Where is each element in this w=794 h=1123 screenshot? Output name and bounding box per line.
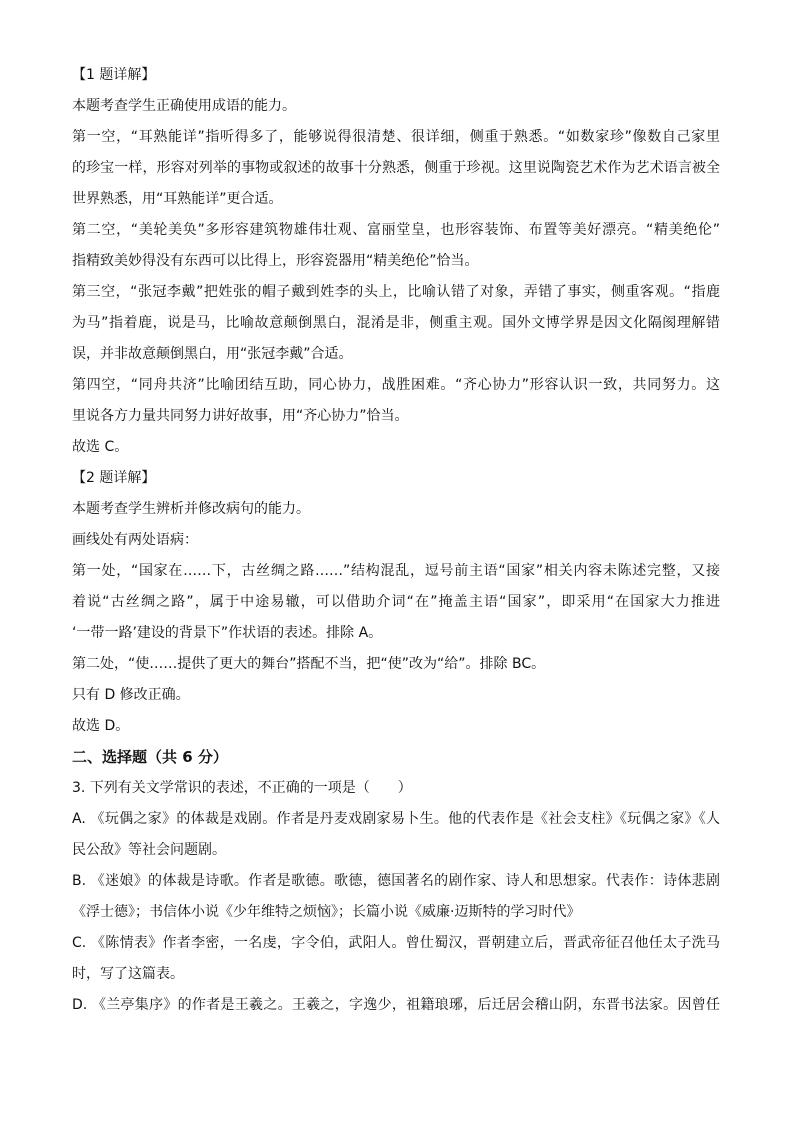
q2-answer: 故选 D。	[72, 718, 130, 734]
q3-option-a-cont: 民公敌》等社会问题剧。	[72, 842, 226, 858]
q2-line: 本题考查学生辨析并修改病句的能力。	[72, 501, 310, 517]
q1-line: 指精致美妙得没有东西可以比得上，形容瓷器用“精美绝伦”恰当。	[72, 253, 479, 269]
q1-line: 第二空，“美轮美奂”多形容建筑物雄伟壮观、富丽堂皇，也形容装饰、布置等美好漂亮。“精美绝伦”	[72, 222, 720, 238]
q1-line: 第三空，“张冠李戴”把姓张的帽子戴到姓李的头上，比喻认错了对象，弄错了事实，侧重客观。“指鹿	[72, 284, 720, 300]
q2-line: ‘一带一路’建设的背景下”作状语的表述。排除 A。	[72, 625, 383, 641]
q2-line: 画线处有两处语病：	[72, 532, 198, 548]
q3-option-d: D. 《兰亭集序》的作者是王羲之。王羲之，字逸少，祖籍琅琊，后迁居会稽山阴，东晋书法家。因曾任	[72, 997, 720, 1013]
document-body	[72, 60, 720, 1021]
q3-option-c: C. 《陈情表》作者李密，一名虔，字令伯，武阳人。曾仕蜀汉，晋朝建立后，晋武帝征召他任太子洗马	[72, 935, 720, 951]
q1-heading: 【1 题详解】	[72, 67, 156, 83]
q1-line: 的珍宝一样，形容对列举的事物或叙述的故事十分熟悉，侧重于珍视。这里说陶瓷艺术作为艺术语言被全	[72, 160, 720, 176]
q1-line: 第一空，“耳熟能详”指听得多了，能够说得很清楚、很详细，侧重于熟悉。“如数家珍”像数自己家里	[72, 129, 720, 145]
q1-line: 为马”指着鹿，说是马，比喻故意颠倒黑白，混淆是非，侧重主观。国外文博学界是因文化隔阂理解错	[72, 315, 720, 331]
q3-stem: 3. 下列有关文学常识的表述，不正确的一项是（ ）	[72, 780, 412, 796]
q3-option-b-cont: 《浮士德》；书信体小说《少年维特之烦恼》；长篇小说《威廉·迈斯特的学习时代》	[72, 904, 581, 920]
q3-option-a: A. 《玩偶之家》的体裁是戏剧。作者是丹麦戏剧家易卜生。他的代表作是《社会支柱》《玩偶之家》《人	[72, 811, 720, 827]
q2-line: 只有 D 修改正确。	[72, 687, 190, 703]
q3-option-c-cont: 时，写了这篇表。	[72, 966, 184, 982]
q2-line: 第二处，“使……提供了更大的舞台”搭配不当，把“使”改为“给”。排除 BC。	[72, 656, 546, 672]
q1-line: 第四空，“同舟共济”比喻团结互助，同心协力，战胜困难。“齐心协力”形容认识一致，共同努力。这	[72, 377, 720, 393]
section-title: 二、选择题（共 6 分）	[72, 748, 228, 766]
q1-answer: 故选 C。	[72, 439, 129, 455]
q1-line: 里说各方力量共同努力讲好故事，用“齐心协力”恰当。	[72, 408, 409, 424]
q2-line: 着说“古丝绸之路”，属于中途易辙，可以借助介词“在”掩盖主语“国家”，即采用“在国家大力推进	[72, 594, 720, 610]
q3-option-b: B. 《迷娘》的体裁是诗歌。作者是歌德。歌德，德国著名的剧作家、诗人和思想家。代表作：诗体悲剧	[72, 873, 720, 889]
q1-line: 世界熟悉，用“耳熟能详”更合适。	[72, 191, 283, 207]
q2-heading: 【2 题详解】	[72, 470, 156, 486]
q2-line: 第一处，“国家在……下，古丝绸之路……”结构混乱，逗号前主语“国家”相关内容未陈述完整，又接	[72, 563, 720, 579]
q1-line: 误，并非故意颠倒黑白，用“张冠李戴”合适。	[72, 346, 353, 362]
q1-line: 本题考查学生正确使用成语的能力。	[72, 98, 296, 114]
